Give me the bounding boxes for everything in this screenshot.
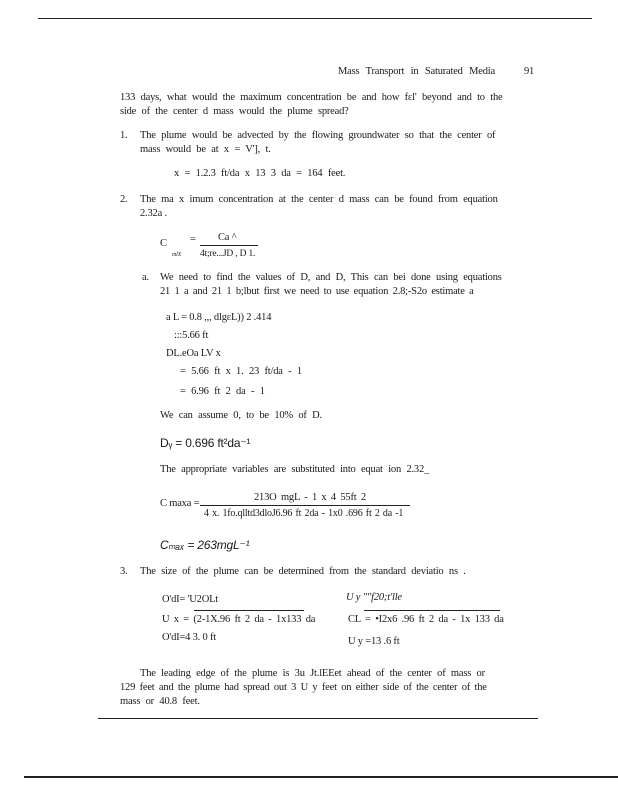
sigma-y-formula: U y ""f20;t'lle bbox=[346, 592, 402, 603]
sigma-y-result: U y =13 .6 ft bbox=[348, 636, 400, 647]
conclusion-line-3: mass or 40.8 feet. bbox=[120, 696, 200, 707]
cmax-sub-lhs: C maxa = bbox=[160, 498, 200, 509]
sigma-y-substitution: CL = •I2x6 .96 ft 2 da - 1x 133 da bbox=[348, 614, 504, 625]
cmax-result: Cₘₐₓ = 263mgL⁻¹ bbox=[160, 538, 250, 552]
cmax-fraction-bar bbox=[200, 245, 258, 246]
step-1-number: 1. bbox=[120, 130, 128, 141]
step-1-line-1: The plume would be advected by the flowing groundwater so that the center of bbox=[140, 130, 496, 141]
conclusion-line-2: 129 feet and the plume had spread out 3 U y feet on either side of the center of the bbox=[120, 682, 487, 693]
cmax-sub-fraction-bar bbox=[200, 505, 410, 506]
intro-line-1: 133 days, what would the maximum concentration be and how fɛl' beyond and to the bbox=[120, 92, 503, 103]
cmax-denominator: 4t;re...JD , D 1. bbox=[200, 249, 256, 259]
step-3-line-1: The size of the plume can be determined from the standard deviatio ns . bbox=[140, 566, 466, 577]
top-rule bbox=[38, 18, 592, 19]
step-1-equation: x = 1.2.3 ft/da x 13 3 da = 164 feet. bbox=[174, 168, 346, 179]
substep-a-line-1: We need to find the values of D, and D, This can bei done using equations bbox=[160, 272, 502, 283]
cmax-equals: = bbox=[190, 234, 196, 245]
dl-definition: DL.eOa LV x bbox=[166, 348, 221, 359]
substep-a-line-2: 21 1 a and 21 1 b;lbut first we need to use equation 2.8;-S2o estimate a bbox=[160, 286, 474, 297]
page-number: 91 bbox=[524, 66, 535, 77]
step-2-line-1: The ma x imum concentration at the center d mass can be found from equation bbox=[140, 194, 498, 205]
cmax-lhs: C bbox=[160, 238, 167, 249]
step-2-number: 2. bbox=[120, 194, 128, 205]
assume-text: We can assume 0, to be 10% of D. bbox=[160, 410, 322, 421]
conclusion-line-1: The leading edge of the plume is 3u Jt.lEEet ahead of the center of mass or bbox=[140, 668, 485, 679]
bottom-rule bbox=[98, 718, 538, 719]
alpha-l-result: :::5.66 ft bbox=[174, 330, 209, 341]
cmax-sub-numerator: 213O mgL - 1 x 4 55ft 2 bbox=[254, 492, 366, 503]
sigma-x-formula: O'dI= 'U2OLt bbox=[162, 594, 219, 605]
cmax-numerator: Ca ^ bbox=[218, 232, 237, 243]
substep-a-label: a. bbox=[142, 272, 149, 283]
sigma-y-sqrt-bar bbox=[364, 610, 500, 611]
cmax-lhs-sub: mlX bbox=[172, 252, 182, 258]
cmax-sub-denominator: 4 x. 1fo.qlltd3dloJ6.96 ft 2da - 1x0 .696 ft 2 da -1 bbox=[204, 508, 404, 519]
substitution-text: The appropriate variables are substituted into equat ion 2.32_ bbox=[160, 464, 430, 475]
alpha-l-equation: a L = 0.8 ,,, dlgɛL)) 2 .414 bbox=[166, 312, 272, 323]
sigma-x-substitution: U x = (2-1X.96 ft 2 da - 1x133 da bbox=[162, 614, 316, 625]
step-1-line-2: mass would be at x = V'], t. bbox=[140, 144, 271, 155]
step-3-number: 3. bbox=[120, 566, 128, 577]
step-2-line-2: 2.32a . bbox=[140, 208, 167, 219]
dl-step-2: = 6.96 ft 2 da - 1 bbox=[180, 386, 265, 397]
intro-line-2: side of the center d mass would the plume spread? bbox=[120, 106, 349, 117]
dl-step-1: = 5.66 ft x 1. 23 ft/da - 1 bbox=[180, 366, 302, 377]
dy-result: Dᵧ = 0.696 ft²da⁻¹ bbox=[160, 436, 251, 450]
sigma-x-sqrt-bar bbox=[194, 610, 304, 611]
sigma-x-result: O'dI=4 3. 0 ft bbox=[162, 632, 217, 643]
running-title: Mass Transport in Saturated Media bbox=[338, 66, 495, 77]
footer-rule bbox=[24, 776, 618, 778]
